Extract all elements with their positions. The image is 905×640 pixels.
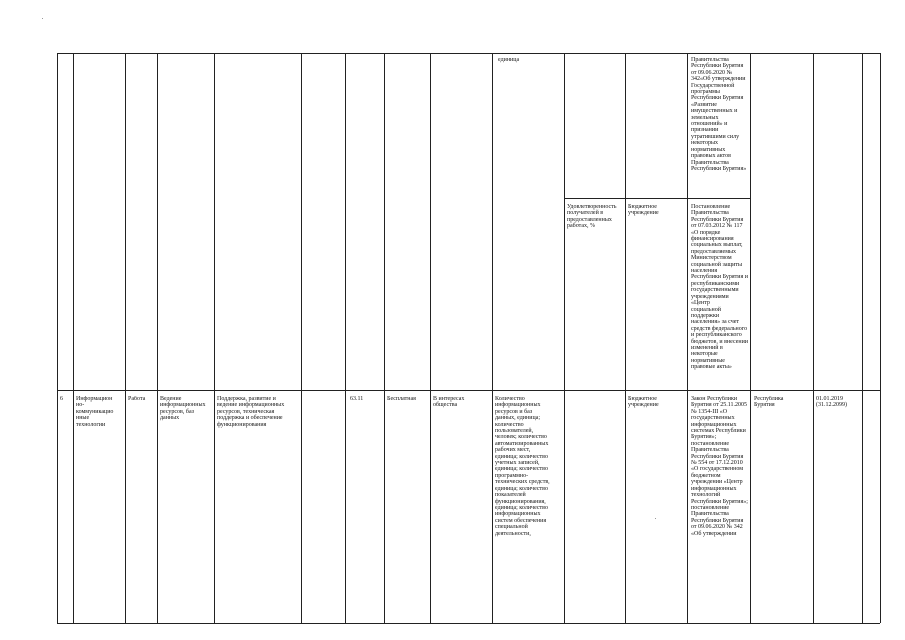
legal-basis-text: Закон Республики Бурятия от 25.11.2005 № 1354-III «О государственных информационных системах Республики Бурятия»; постановление Правительства Республики Бурятия № 554 от 17.12.2010 «О государственном бюджетном учреждении «Центр информационных технологий Республики Бурятия»; постановление Правительства Республики Бурятия от 09.06.2020 № 342 «Об утверждении [691, 396, 748, 537]
validity-dates: 01.01.2019 (31.12.2099) [816, 396, 847, 409]
service-name: Ведение информационных ресурсов, баз данных [160, 396, 206, 422]
row-number: 6 [60, 396, 63, 402]
table-border-left [57, 53, 58, 623]
column-divider [625, 53, 626, 623]
column-divider [813, 53, 814, 623]
column-divider [750, 53, 751, 623]
institution-type: Бюджетное учреждение [628, 204, 659, 217]
column-divider [73, 53, 74, 623]
scan-speck [655, 518, 656, 519]
column-divider [384, 53, 385, 623]
column-divider [157, 53, 158, 623]
legal-basis-text: Правительства Республики Бурятия от 09.06.2020 № 342«Об утверждении Государственной программы Республики Бурятия «Развитие имущественных и земельных отношений» и признании утратившими силу некоторых нормативных правовых актов Правительства Республики Бурятия» [691, 57, 747, 172]
unit-word: единица [498, 57, 520, 63]
column-divider [214, 53, 215, 623]
row-divider [57, 390, 880, 391]
row-divider [564, 198, 750, 199]
table-border-right [880, 53, 881, 623]
column-divider [862, 53, 863, 623]
payment-type: Бесплатная [387, 396, 416, 402]
service-content: Поддержка, развитие и ведение информационных ресурсов, техническая поддержка и обеспечение функционирования [217, 396, 285, 428]
region: Республика Бурятия [754, 396, 784, 409]
institution-type: Бюджетное учреждение [628, 396, 659, 409]
volume-indicators: Количество информационных ресурсов и баз данных, единица; количество пользователей, человек; количество автоматизированных рабочих мест, единица; количество учетных записей, единица; количество программно- технических средств, единица; количество показателей функционирования, единица; количество информационных систем обеспечения специальной деятельности, [495, 396, 550, 537]
okved-code: 63.11 [350, 396, 364, 402]
column-divider [125, 53, 126, 623]
scan-speck [42, 18, 43, 19]
column-divider [301, 53, 302, 623]
column-divider [687, 53, 688, 623]
column-divider [345, 53, 346, 623]
table-border-bottom [57, 623, 880, 624]
column-divider [492, 53, 493, 623]
column-divider [564, 53, 565, 623]
service-category: Информацион но- коммуникацио нные технологии [76, 396, 114, 428]
legal-basis-text: Постановление Правительства Республики Бурятия от 07.03.2012 № 117 «О порядке финансирования социальных выплат, предоставляемых Министерством социальной защиты населения Республики Бурятия и республиканскими государственными учреждениями «Центр социальной поддержки населения» за счет средств федерального и республиканского бюджетов, и внесении изменений в некоторые нормативные правовые акты» [691, 204, 748, 371]
service-type: Работа [128, 396, 146, 402]
indicator-text: Удовлетворенность получателей в предоставленных работах, % [567, 204, 617, 230]
column-divider [430, 53, 431, 623]
interest-scope: В интересах общества [433, 396, 465, 409]
table-border-top [57, 53, 880, 54]
